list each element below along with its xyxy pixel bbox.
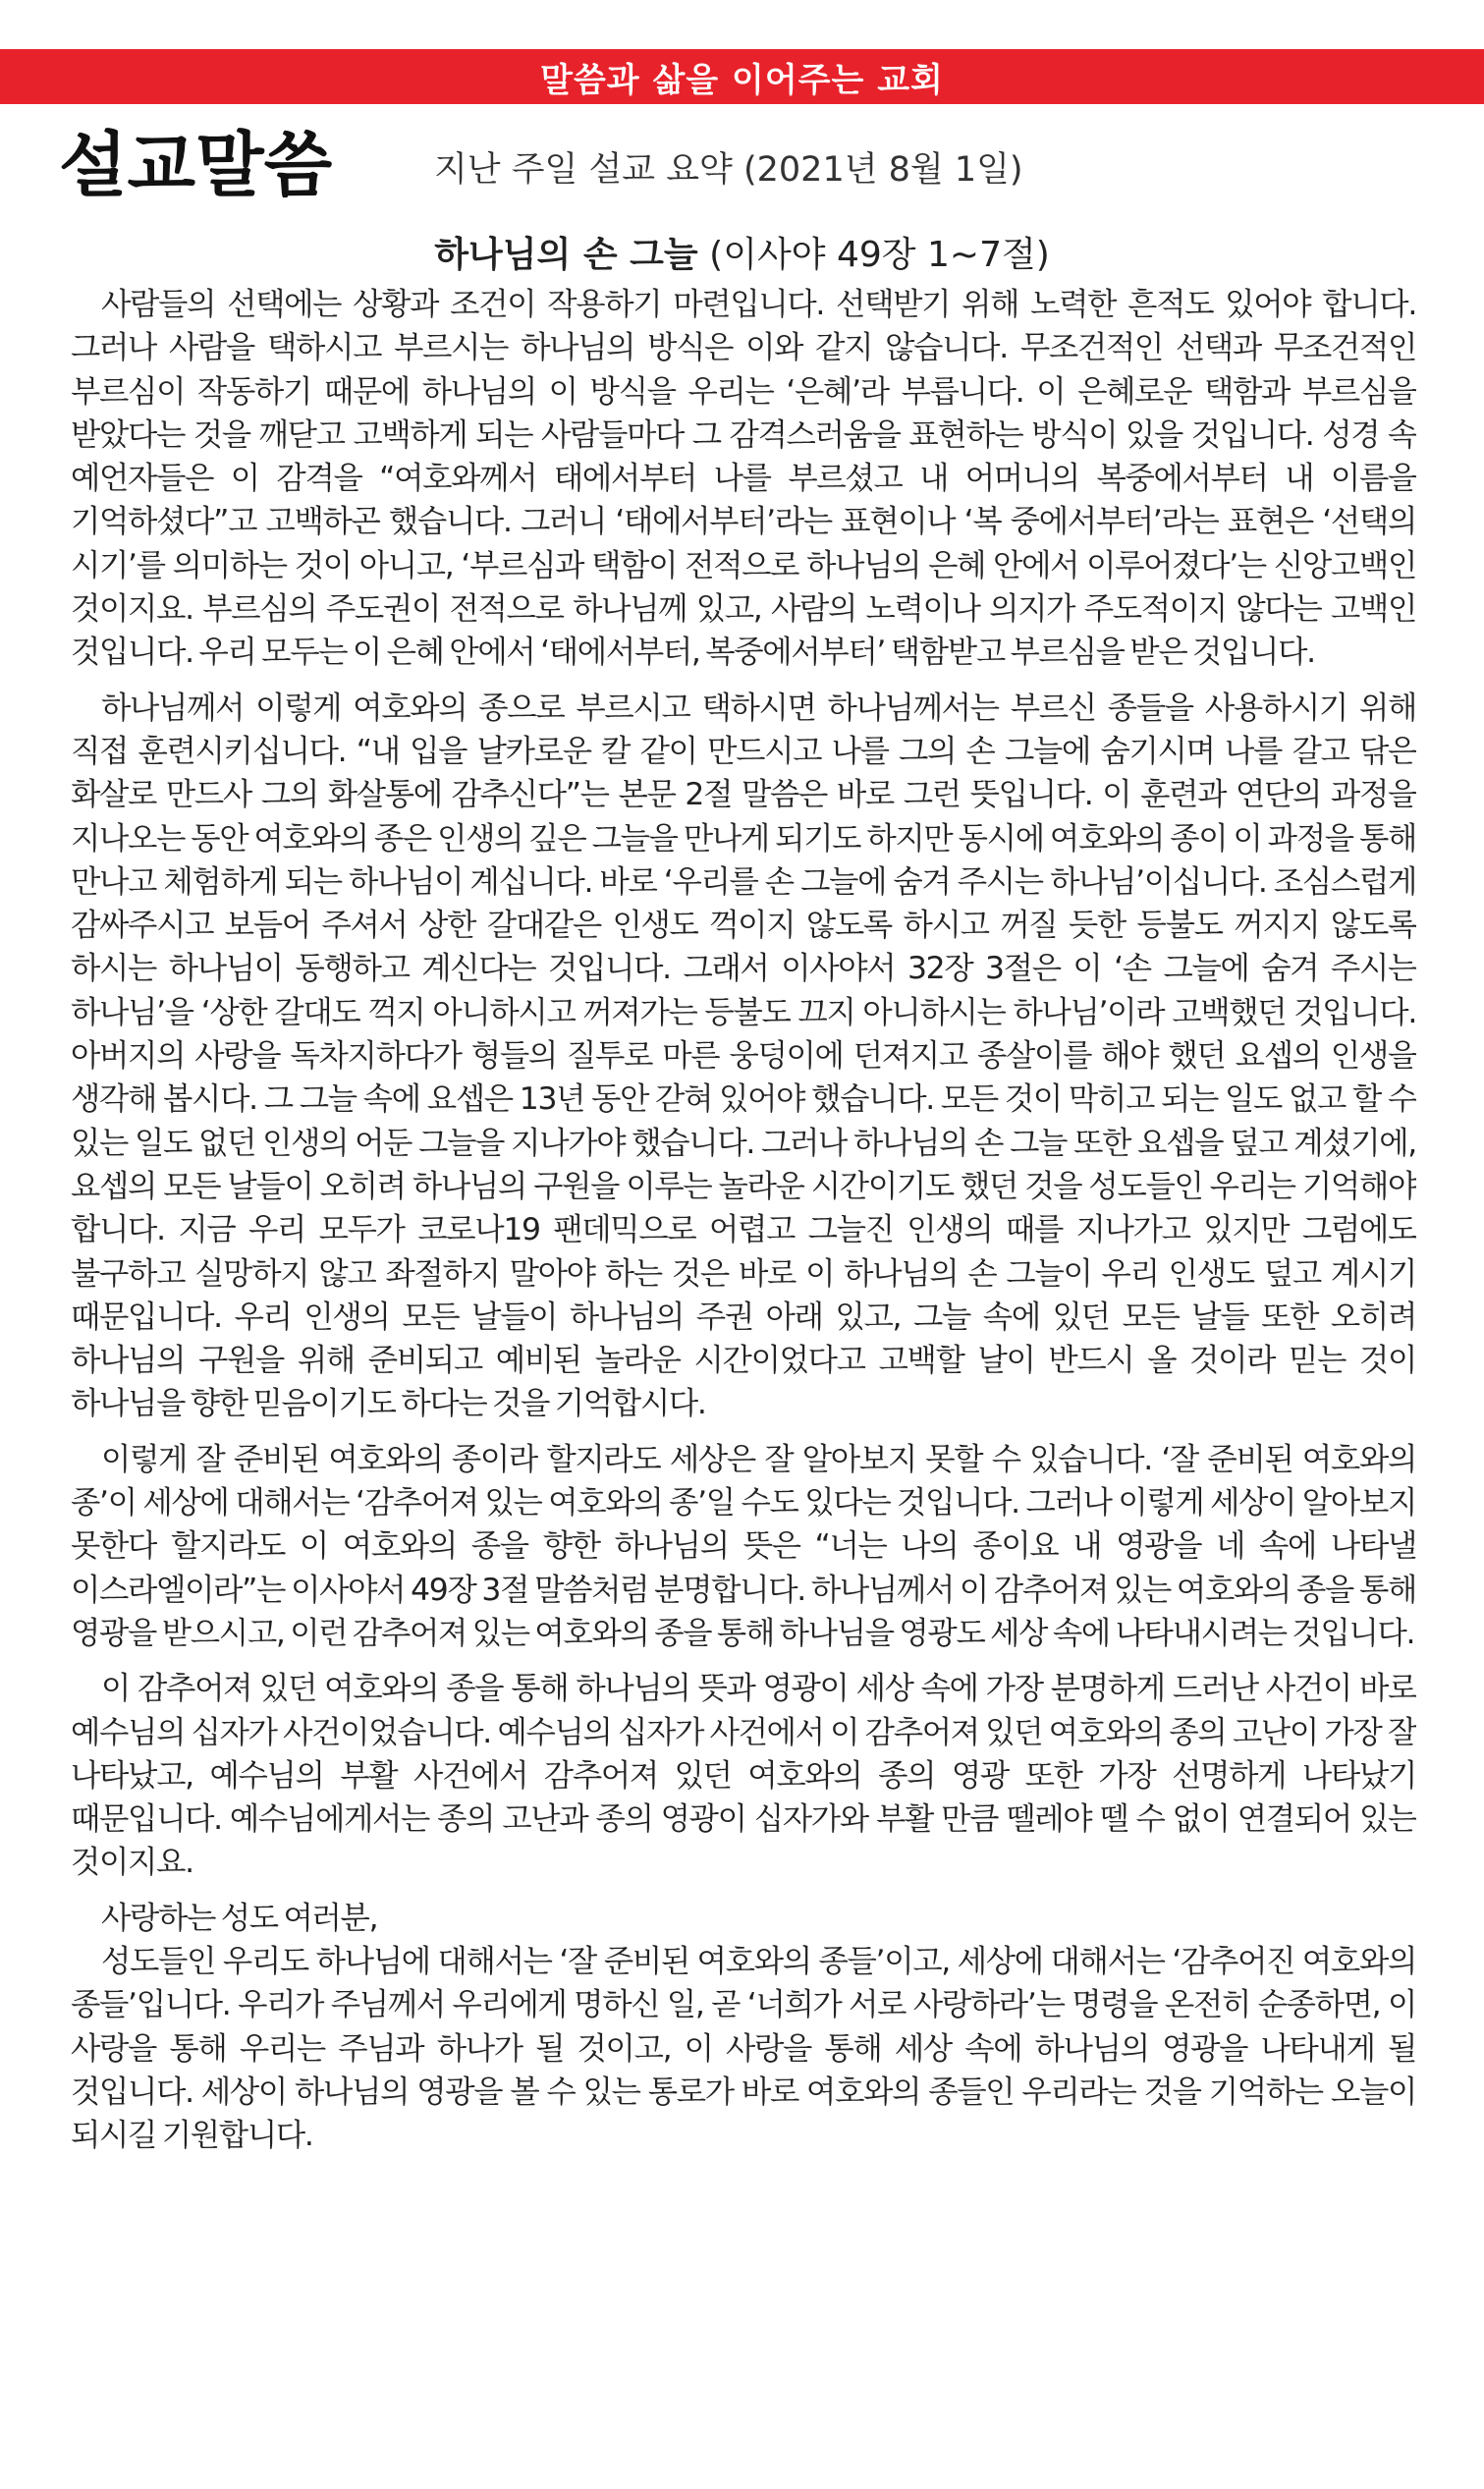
section-title: 설교말씀: [59, 123, 333, 206]
page-header: [59, 116, 1434, 214]
sermon-paragraph: 사람들의 선택에는 상황과 조건이 작용하기 마련입니다. 선택받기 위해 노력한 흔적도 있어야 합니다. 그러나 사람을 택하시고 부르시는 하나님의 방식은 이와 같지 않습니다. 무조건적인 선택과 무조건적인 부르심이 작동하기 때문에 하나님의 이 방식을 우리는 ‘은혜’라 부릅니다. 이 은혜로운 택함과 부르심을 받았다는 것을 깨닫고 고백하게 되는 사람들마다 그 감격스러움을 표현하는 방식이 있을 것입니다. 성경 속 예언자들은 이 감격을 “여호와께서 태에서부터 나를 부르셨고 내 어머니의 복중에서부터 내 이름을 기억하셨다”고 고백하곤 했습니다. 그러니 ‘태에서부터’라는 표현이나 ‘복 중에서부터’라는 표현은 ‘선택의 시기’를 의미하는 것이 아니고, ‘부르심과 택함이 전적으로 하나님의 은혜 안에서 이루어졌다’는 신앙고백인 것이지요. 부르심의 주도권이 전적으로 하나님께 있고, 사람의 노력이나 의지가 주도적이지 않다는 고백인 것입니다. 우리 모두는 이 은혜 안에서 ‘태에서부터, 복중에서부터’ 택함받고 부르심을 받은 것입니다.: [71, 287, 1416, 671]
sermon-title-main: 하나님의 손 그늘: [434, 235, 698, 275]
church-slogan-banner: [0, 49, 1484, 104]
sermon-title: [0, 230, 1484, 281]
sermon-paragraph: 하나님께서 이렇게 여호와의 종으로 부르시고 택하시면 하나님께서는 부르신 종들을 사용하시기 위해 직접 훈련시키십니다. “내 입을 날카로운 칼 같이 만드시고 나를 그의 손 그늘에 숨기시며 나를 갈고 닦은 화살로 만드사 그의 화살통에 감추신다”는 본문 2절 말씀은 바로 그런 뜻입니다. 이 훈련과 연단의 과정을 지나오는 동안 여호와의 종은 인생의 깊은 그늘을 만나게 되기도 하지만 동시에 여호와의 종이 이 과정을 통해 만나고 체험하게 되는 하나님이 계십니다. 바로 ‘우리를 손 그늘에 숨겨 주시는 하나님’이십니다. 조심스럽게 감싸주시고 보듬어 주셔서 상한 갈대같은 인생도 꺽이지 않도록 하시고 꺼질 듯한 등불도 꺼지지 않도록 하시는 하나님이 동행하고 계신다는 것입니다. 그래서 이사야서 32장 3절은 이 ‘손 그늘에 숨겨 주시는 하나님’을 ‘상한 갈대도 꺽지 아니하시고 꺼져가는 등불도 끄지 아니하시는 하나님’이라 고백했던 것입니다. 아버지의 사랑을 독차지하다가 형들의 질투로 마른 웅덩이에 던져지고 종살이를 해야 했던 요셉의 인생을 생각해 봅시다. 그 그늘 속에 요셉은 13년 동안 갇혀 있어야 했습니다. 모든 것이 막히고 되는 일도 없고 할 수 있는 일도 없던 인생의 어둔 그늘을 지나가야 했습니다. 그러나 하나님의 손 그늘 또한 요셉을 덮고 계셨기에, 요셉의 모든 날들이 오히려 하나님의 구원을 이루는 놀라운 시간이기도 했던 것을 성도들인 우리는 기억해야 합니다. 지금 우리 모두가 코로나19 팬데믹으로 어렵고 그늘진 인생의 때를 지나가고 있지만 그럼에도 불구하고 실망하지 않고 좌절하지 말아야 하는 것은 바로 이 하나님의 손 그늘이 우리 인생도 덮고 계시기 때문입니다. 우리 인생의 모든 날들이 하나님의 주권 아래 있고, 그늘 속에 있던 모든 날들 또한 오히려 하나님의 구원을 위해 준비되고 예비된 놀라운 시간이었다고 고백할 날이 반드시 올 것이라 믿는 것이 하나님을 향한 믿음이기도 하다는 것을 기억합시다.: [71, 690, 1416, 1422]
sermon-paragraph: 성도들인 우리도 하나님에 대해서는 ‘잘 준비된 여호와의 종들’이고, 세상에 대해서는 ‘감추어진 여호와의 종들’입니다. 우리가 주님께서 우리에게 명하신 일, 곧 ‘너희가 서로 사랑하라’는 명령을 온전히 순종하면, 이 사랑을 통해 우리는 주님과 하나가 될 것이고, 이 사랑을 통해 세상 속에 하나님의 영광을 나타내게 될 것입니다. 세상이 하나님의 영광을 볼 수 있는 통로가 바로 여호와의 종들인 우리라는 것을 기억하는 오늘이 되시길 기원합니다.: [71, 1943, 1416, 2154]
church-slogan: 말씀과 삶을 이어주는 교회: [540, 60, 944, 100]
sermon-body: [71, 283, 1416, 2463]
sermon-date-subtitle: 지난 주일 설교 요약 (2021년 8월 1일): [434, 150, 1023, 190]
sermon-paragraph: 이 감추어져 있던 여호와의 종을 통해 하나님의 뜻과 영광이 세상 속에 가장 분명하게 드러난 사건이 바로 예수님의 십자가 사건이었습니다. 예수님의 십자가 사건에서 이 감추어져 있던 여호와의 종의 고난이 가장 잘 나타났고, 예수님의 부활 사건에서 감추어져 있던 여호와의 종의 영광 또한 가장 선명하게 나타났기 때문입니다. 예수님에게서는 종의 고난과 종의 영광이 십자가와 부활 만큼 뗄레야 뗄 수 없이 연결되어 있는 것이지요.: [71, 1671, 1416, 1881]
sermon-salutation: 사랑하는 성도 여러분,: [101, 1900, 378, 1936]
sermon-scripture-reference: (이사야 49장 1~7절): [709, 235, 1050, 275]
sermon-paragraph: 이렇게 잘 준비된 여호와의 종이라 할지라도 세상은 잘 알아보지 못할 수 있습니다. ‘잘 준비된 여호와의 종’이 세상에 대해서는 ‘감추어져 있는 여호와의 종’일 수도 있다는 것입니다. 그러나 이렇게 세상이 알아보지 못한다 할지라도 이 여호와의 종을 향한 하나님의 뜻은 “너는 나의 종이요 내 영광을 네 속에 나타낼 이스라엘이라”는 이사야서 49장 3절 말씀처럼 분명합니다. 하나님께서 이 감추어져 있는 여호와의 종을 통해 영광을 받으시고, 이런 감추어져 있는 여호와의 종을 통해 하나님을 영광도 세상 속에 나타내시려는 것입니다.: [71, 1441, 1416, 1651]
